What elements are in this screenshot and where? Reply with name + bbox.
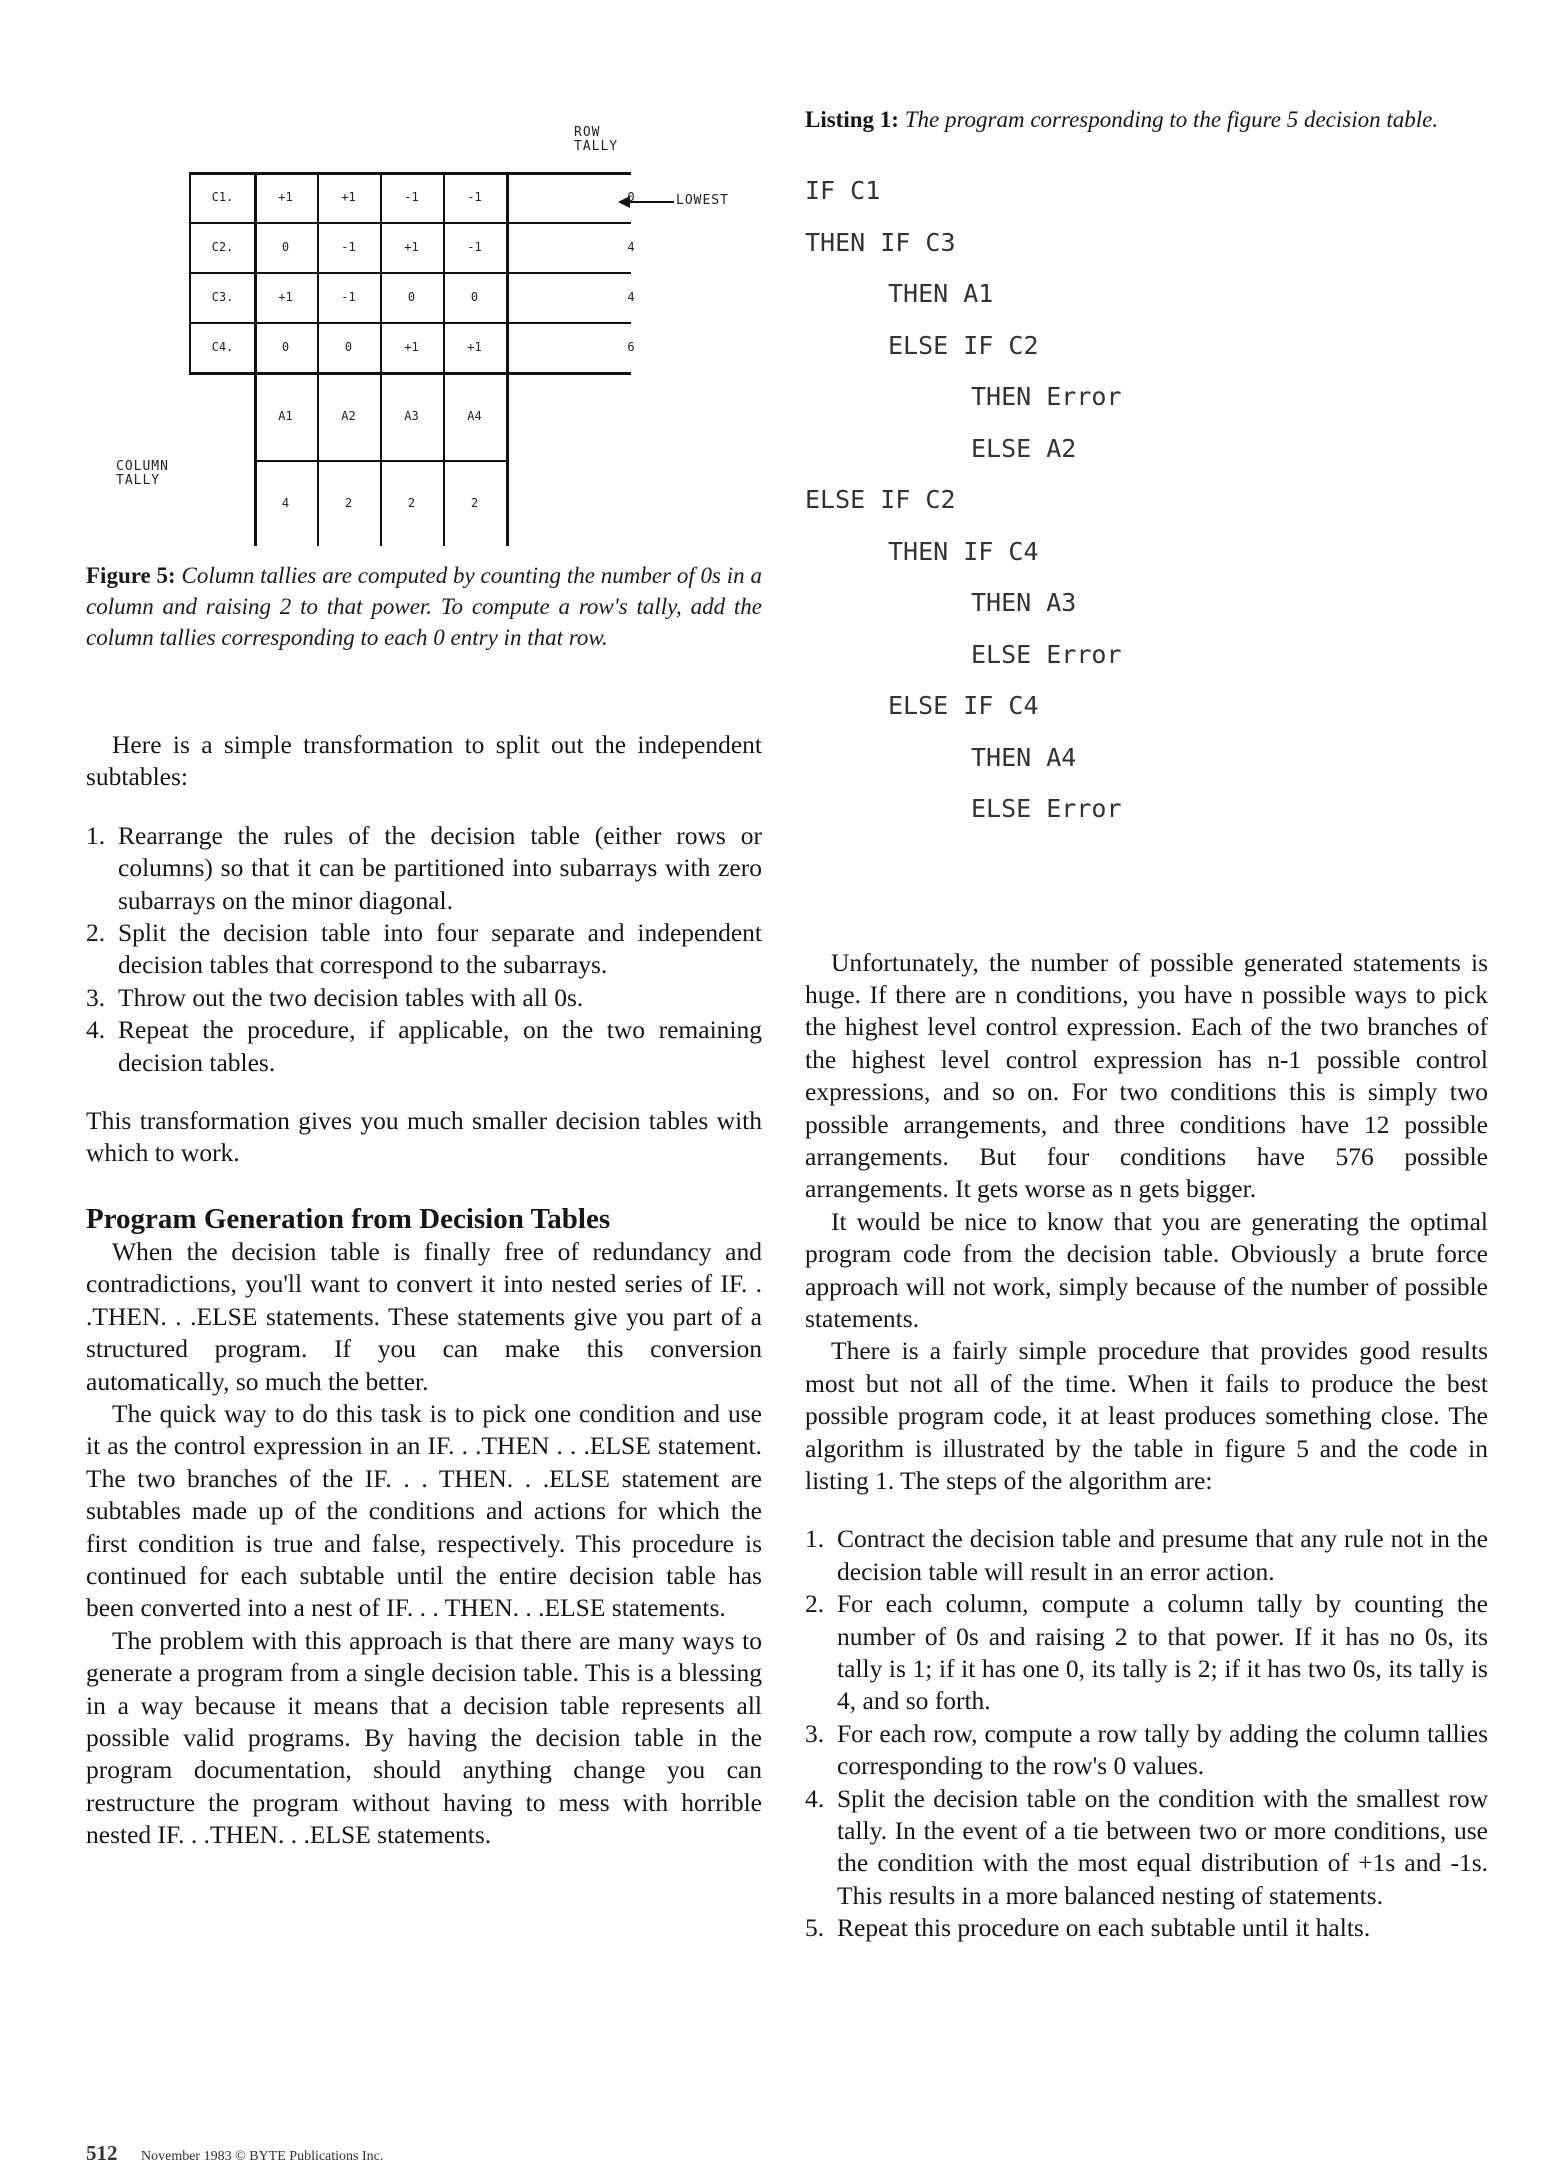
action-label: A3 — [404, 409, 419, 423]
action-label: A4 — [467, 409, 482, 423]
body-paragraph: There is a fairly simple procedure that provides good results most but not all of the time. When it fails to produce the best possible program code, it at least produces something close. The algorithm is illustrated by the table in figure 5 and the code in listing 1. The steps of the algorithm are: — [805, 1336, 1488, 1495]
action-label: A2 — [341, 409, 356, 423]
step-text: Contract the decision table and presume that any rule not in the decision table will result in an error action. — [837, 1524, 1488, 1586]
step-text: For each column, compute a column tally by counting the number of 0s and raising 2 to that power. If it has no 0s, its tally is 1; if it has one 0, its tally is 2; if it has two 0s, its tally is 4, and so forth. — [837, 1589, 1488, 1716]
page-footer — [86, 2141, 383, 2160]
column-tally-value: 4 — [281, 496, 290, 510]
code-line: THEN Error — [971, 382, 1122, 411]
list-item: 1. Contract the decision table and presume that any rule not in the decision table will result in an error action. — [805, 1524, 1488, 1586]
lowest-label: LOWEST — [676, 193, 729, 208]
condition-entry: -1 — [341, 290, 356, 304]
column-tally-label: COLUMN TALLY — [116, 459, 169, 488]
body-paragraph: The quick way to do this task is to pick one condition and use it as the control expression in an IF. . .THEN . . .ELSE statement. The two branches of the IF. . . THEN. . .ELSE statement are subtables made up of the conditions and actions for which the first condition is true and false, respectively. This procedure is continued for each subtable until the entire decision table has been converted into a nest of IF. . . THEN. . .ELSE statements. — [86, 1398, 762, 1623]
code-line: ELSE Error — [971, 794, 1122, 823]
listing-1-code — [805, 165, 1488, 835]
condition-entry: 0 — [407, 290, 416, 304]
body-paragraph: When the decision table is finally free of redundancy and contradictions, you'll want to convert it into nested series of IF. . .THEN. . .ELSE statements. These statements give you part of a structured program. If you can make this conversion automatically, so much the better. — [86, 1236, 762, 1396]
condition-entry: -1 — [467, 240, 482, 254]
right-column — [805, 105, 1488, 1945]
list-item: 2. For each column, compute a column tally by counting the number of 0s and raising 2 to that power. If it has no 0s, its tally is 1; if it has one 0, its tally is 2; if it has two 0s, its tally is 4, and so forth. — [805, 1589, 1488, 1716]
code-line: ELSE Error — [971, 639, 1122, 669]
figure-5-caption-text: Column tallies are computed by counting the number of 0s in a column and raising 2 to that power. To compute a row's tally, add the column tallies corresponding to each 0 entry in that row. — [86, 563, 762, 650]
figure-5-decision-table — [86, 110, 762, 550]
body-paragraph: The problem with this approach is that there are many ways to generate a program from a single decision table. This is a blessing in a way because it means that a decision table represents all possible valid programs. By having the decision table in the program documentation, should anything change you can restructure the program without having to mess with horrible nested IF. . .THEN. . .ELSE statements. — [86, 1625, 762, 1850]
intro-paragraph: Here is a simple transformation to split out the independent subtables: — [86, 730, 762, 792]
figure-5-caption — [86, 560, 762, 653]
footer-credit: November 1983 © BYTE Publications Inc. — [141, 2149, 384, 2160]
row-tally-label: ROW TALLY — [574, 125, 619, 154]
step-text: Split the decision table on the condition with the smallest row tally. In the event of a tie between two or more conditions, use the condition with the most equal distribution of +1s and -1s. This results in a more balanced nesting of statements. — [837, 1783, 1488, 1910]
list-item: 5. Repeat this procedure on each subtable until it halts. — [805, 1913, 1371, 1943]
body-paragraph: It would be nice to know that you are generating the optimal program code from the decision table. Obviously a brute force approach will not work, simply because of the number of possible statements. — [805, 1206, 1488, 1333]
page-number: 512 — [86, 2141, 118, 2160]
figure-5-caption-label: Figure 5: — [86, 563, 176, 588]
row-tally-value: 4 — [627, 290, 635, 304]
step-text: Repeat this procedure on each subtable until it halts. — [837, 1913, 1371, 1943]
code-line: ELSE IF C2 — [888, 330, 1039, 360]
code-line: THEN A4 — [971, 742, 1077, 772]
condition-entry: 0 — [281, 240, 290, 254]
condition-entry: +1 — [278, 290, 293, 304]
step-text: Rearrange the rules of the decision table (either rows or columns) so that it can be partitioned into subarrays with zero subarrays on the minor diagonal. — [118, 820, 762, 915]
listing-1-caption-text: The program corresponding to the figure 5 decision table. — [904, 107, 1439, 132]
body-paragraph: Unfortunately, the number of possible generated statements is huge. If there are n conditions, you have n possible ways to pick the highest level control expression. Each of the two branches of the highest level control expression has n-1 possible control expressions, and so on. For two conditions this is simply two possible arrangements, and three conditions have 12 possible arrangements. But four conditions have 576 possible arrangements. It gets worse as n gets bigger. — [805, 947, 1488, 1204]
code-line: THEN A1 — [888, 279, 994, 308]
step-text: For each row, compute a row tally by adding the column tallies corresponding to the row's 0 values. — [837, 1718, 1488, 1781]
condition-entry: +1 — [278, 190, 293, 204]
condition-entry: -1 — [467, 190, 482, 204]
condition-entry: +1 — [404, 340, 419, 354]
list-item: 2. Split the decision table into four separate and independent decision tables that correspond to the subarrays. — [86, 918, 762, 980]
step-text: Split the decision table into four separate and independent decision tables that correspond to the subarrays. — [118, 918, 762, 980]
condition-name: C4. — [211, 340, 234, 354]
action-label: A1 — [278, 409, 293, 423]
step-text: Repeat the procedure, if applicable, on the two remaining decision tables. — [118, 1015, 762, 1077]
code-line: THEN IF C3 — [805, 227, 956, 257]
column-tally-value: 2 — [407, 496, 416, 510]
row-tally-value: 4 — [627, 240, 635, 254]
condition-name: C1. — [211, 190, 234, 204]
outro-paragraph: This transformation gives you much smaller decision tables with which to work. — [86, 1106, 762, 1168]
transformation-steps-list — [86, 820, 762, 1079]
row-tally-value: 6 — [627, 340, 635, 354]
code-line: ELSE A2 — [971, 433, 1077, 463]
list-item: 3. Throw out the two decision tables with all 0s. — [86, 982, 584, 1012]
condition-name: C3. — [211, 290, 234, 304]
list-item: 4. Repeat the procedure, if applicable, on the two remaining decision tables. — [86, 1015, 762, 1077]
left-column — [86, 110, 762, 1852]
condition-name: C2. — [211, 240, 234, 254]
code-line: IF C1 — [805, 176, 881, 205]
column-tally-value: 2 — [344, 496, 353, 510]
code-line: THEN IF C4 — [888, 536, 1039, 566]
condition-entry: -1 — [341, 240, 356, 254]
condition-entry: -1 — [404, 190, 419, 204]
listing-1-caption-label: Listing 1: — [805, 107, 899, 132]
condition-entry: +1 — [341, 190, 356, 204]
list-item: 4. Split the decision table on the condition with the smallest row tally. In the event of a tie between two or more conditions, use the condition with the most equal distribution of +1s and -1s. This results in a more balanced nesting of statements. — [805, 1783, 1488, 1910]
condition-entry: 0 — [344, 340, 353, 354]
grid-column-line — [506, 172, 509, 546]
condition-entry: +1 — [467, 340, 482, 354]
code-line: THEN A3 — [971, 588, 1077, 617]
condition-entry: 0 — [281, 340, 290, 354]
list-item: 3. For each row, compute a row tally by adding the column tallies corresponding to the row's 0 values. — [805, 1718, 1488, 1781]
column-tally-value: 2 — [470, 496, 479, 510]
condition-entry: 0 — [470, 290, 479, 304]
condition-entry: +1 — [404, 240, 419, 254]
code-line: ELSE IF C2 — [805, 485, 956, 514]
listing-1-caption — [805, 105, 1488, 135]
row-tally-value: 0 — [627, 190, 635, 204]
section-heading: Program Generation from Decision Tables — [86, 1202, 611, 1235]
code-line: ELSE IF C4 — [888, 691, 1039, 720]
list-item: 1. Rearrange the rules of the decision table (either rows or columns) so that it can be partitioned into subarrays with zero subarrays on the minor diagonal. — [86, 820, 762, 915]
algorithm-steps-list — [805, 1523, 1488, 1944]
step-text: Throw out the two decision tables with all 0s. — [118, 982, 584, 1012]
